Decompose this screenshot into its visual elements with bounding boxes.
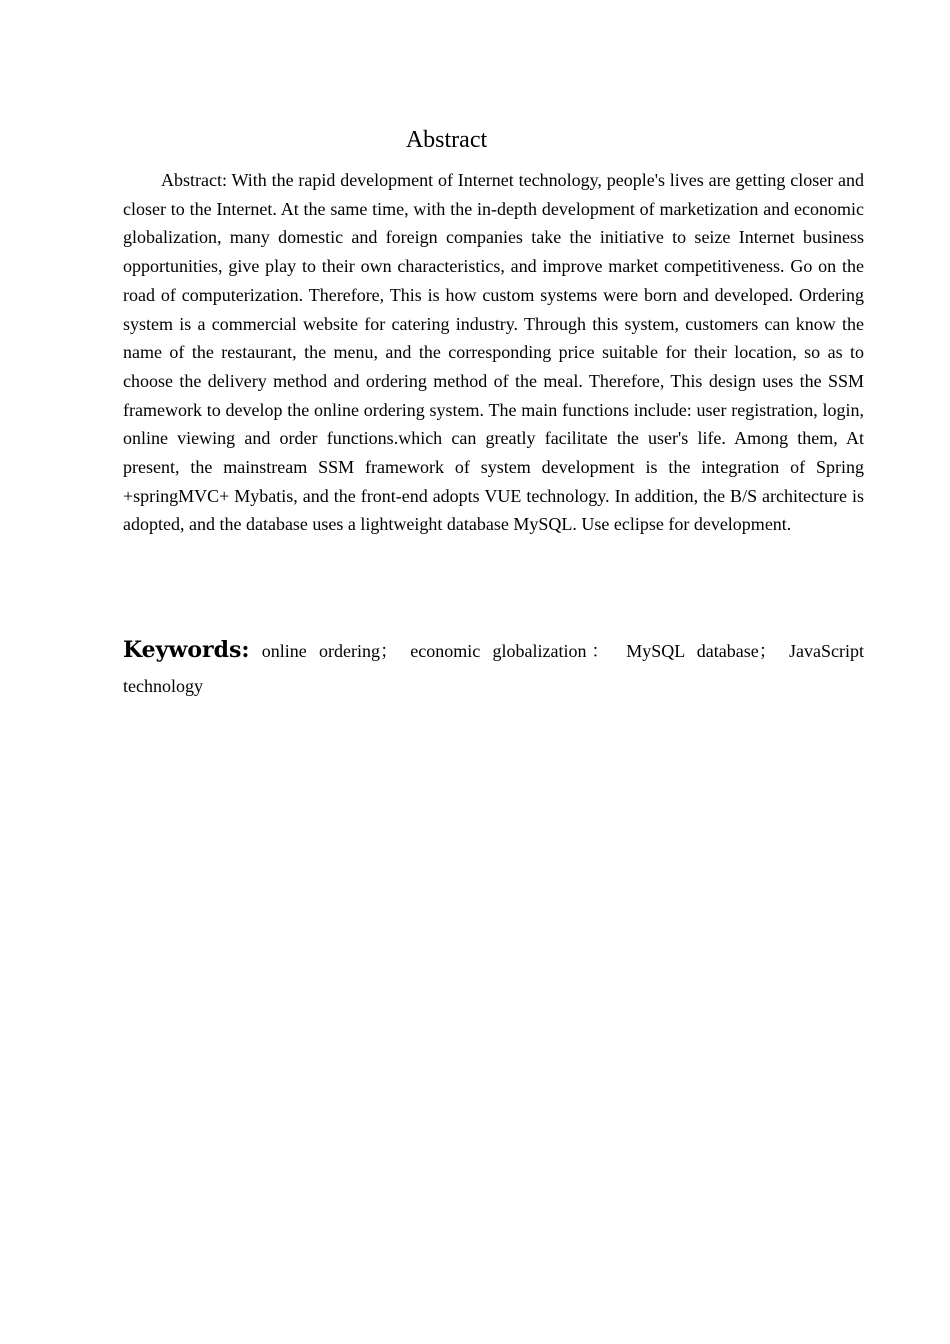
keywords-list: online ordering； economic globalization： MySQL database； JavaScript technology bbox=[123, 641, 865, 696]
keywords-label: Keywords: bbox=[123, 637, 250, 663]
abstract-body: Abstract: With the rapid development of Internet technology, people's lives are getting closer and closer to the Internet. At the same time, with the in-depth development of marketization and economic globalization, many domestic and foreign companies take the initiative to seize Internet business opportunities, give play to their own characteristics, and improve market competitiveness. Go on the road of computerization. Therefore, This is how custom systems were born and developed. Ordering system is a commercial website for catering industry. Through this system, customers can know the name of the restaurant, the menu, and the corresponding price suitable for their location, so as to choose the delivery method and ordering method of the meal. Therefore, This design uses the SSM framework to develop the online ordering system. The main functions include: user registration, login, online viewing and order functions.which can greatly facilitate the user's life. Among them, At present, the mainstream SSM framework of system development is the integration of Spring +springMVC+ Mybatis, and the front-end adopts VUE technology. In addition, the B/S architecture is adopted, and the database uses a lightweight database MySQL. Use eclipse for development. bbox=[123, 170, 864, 535]
abstract-title: Abstract bbox=[405, 127, 488, 153]
keywords-paragraph bbox=[123, 633, 864, 704]
